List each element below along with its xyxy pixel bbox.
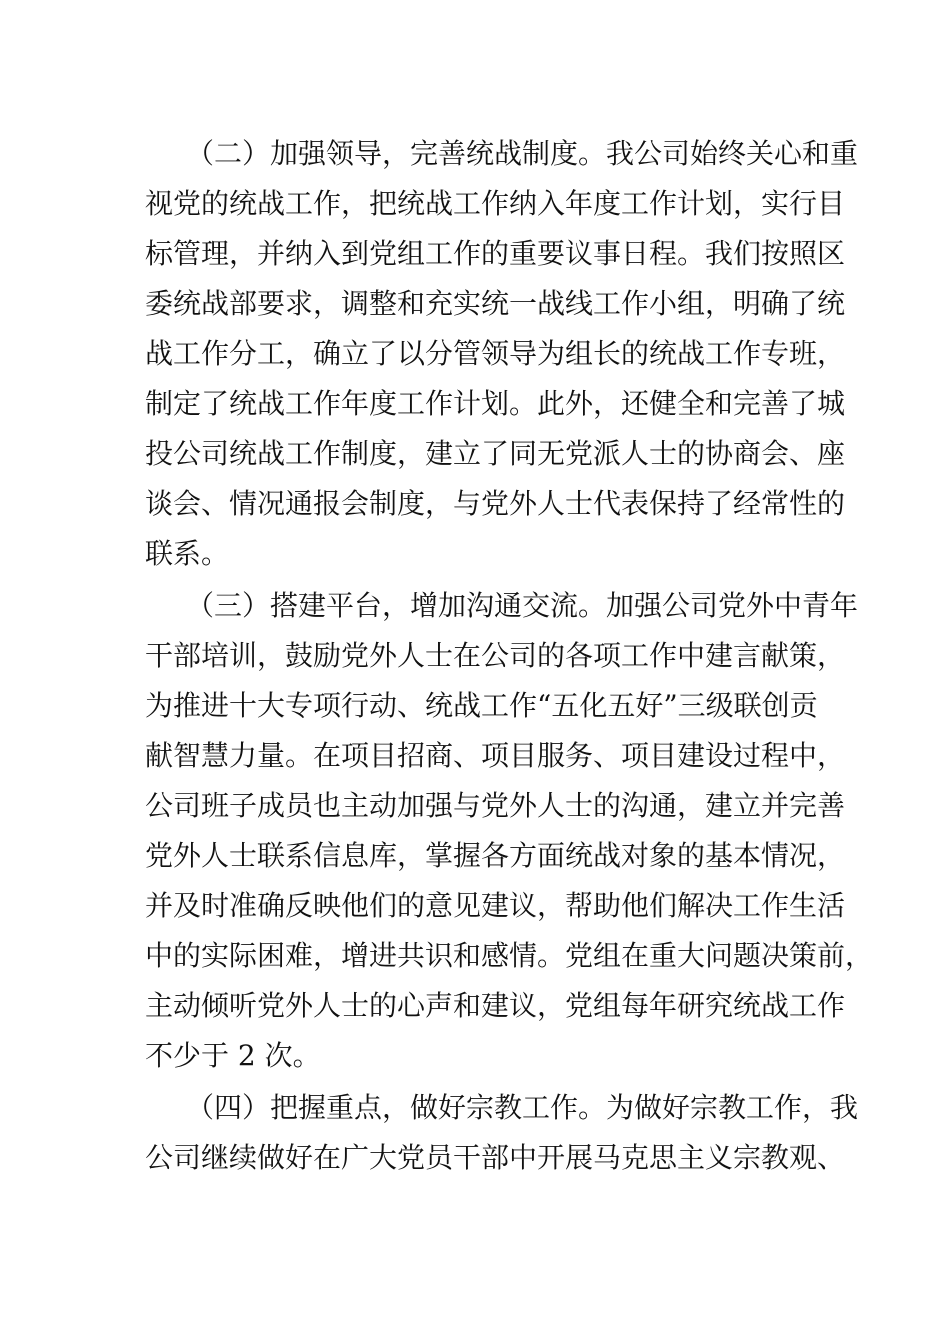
paragraph-3-line-6: 党外人士联系信息库，掌握各方面统战对象的基本情况， [145,839,846,872]
paragraph-2-line-4: 委统战部要求，调整和充实统一战线工作小组，明确了统 [145,287,846,320]
paragraph-3-line-2: 干部培训，鼓励党外人士在公司的各项工作中建言献策， [145,639,846,672]
paragraph-3-line-3: 为推进十大专项行动、统战工作“五化五好”三级联创贡 [145,689,818,722]
paragraph-3-line-9: 主动倾听党外人士的心声和建议，党组每年研究统战工作 [145,989,846,1022]
paragraph-3-line-5: 公司班子成员也主动加强与党外人士的沟通，建立并完善 [145,789,846,822]
paragraph-4-line-2: 公司继续做好在广大党员干部中开展马克思主义宗教观、 [145,1141,846,1174]
paragraph-3-line-10: 不少于 2 次。 [145,1039,321,1072]
paragraph-3-line-4: 献智慧力量。在项目招商、项目服务、项目建设过程中， [145,739,846,772]
paragraph-2-line-7: 投公司统战工作制度，建立了同无党派人士的协商会、座 [145,437,846,470]
paragraph-2-line-9: 联系。 [145,537,230,570]
paragraph-2-line-6: 制定了统战工作年度工作计划。此外，还健全和完善了城 [145,387,846,420]
paragraph-3-line-1: （三）搭建平台，增加沟通交流。加强公司党外中青年 [186,589,859,622]
paragraph-2-line-1: （二）加强领导，完善统战制度。我公司始终关心和重 [186,137,859,170]
paragraph-2-line-2: 视党的统战工作，把统战工作纳入年度工作计划，实行目 [145,187,846,220]
paragraph-2-line-5: 战工作分工，确立了以分管领导为组长的统战工作专班， [145,337,846,370]
paragraph-3-line-8: 中的实际困难，增进共识和感情。党组在重大问题决策前， [145,939,874,972]
paragraph-3-line-7: 并及时准确反映他们的意见建议，帮助他们解决工作生活 [145,889,846,922]
paragraph-2-line-3: 标管理，并纳入到党组工作的重要议事日程。我们按照区 [145,237,846,270]
paragraph-2-line-8: 谈会、情况通报会制度，与党外人士代表保持了经常性的 [145,487,846,520]
paragraph-4-line-1: （四）把握重点，做好宗教工作。为做好宗教工作，我 [186,1091,859,1124]
